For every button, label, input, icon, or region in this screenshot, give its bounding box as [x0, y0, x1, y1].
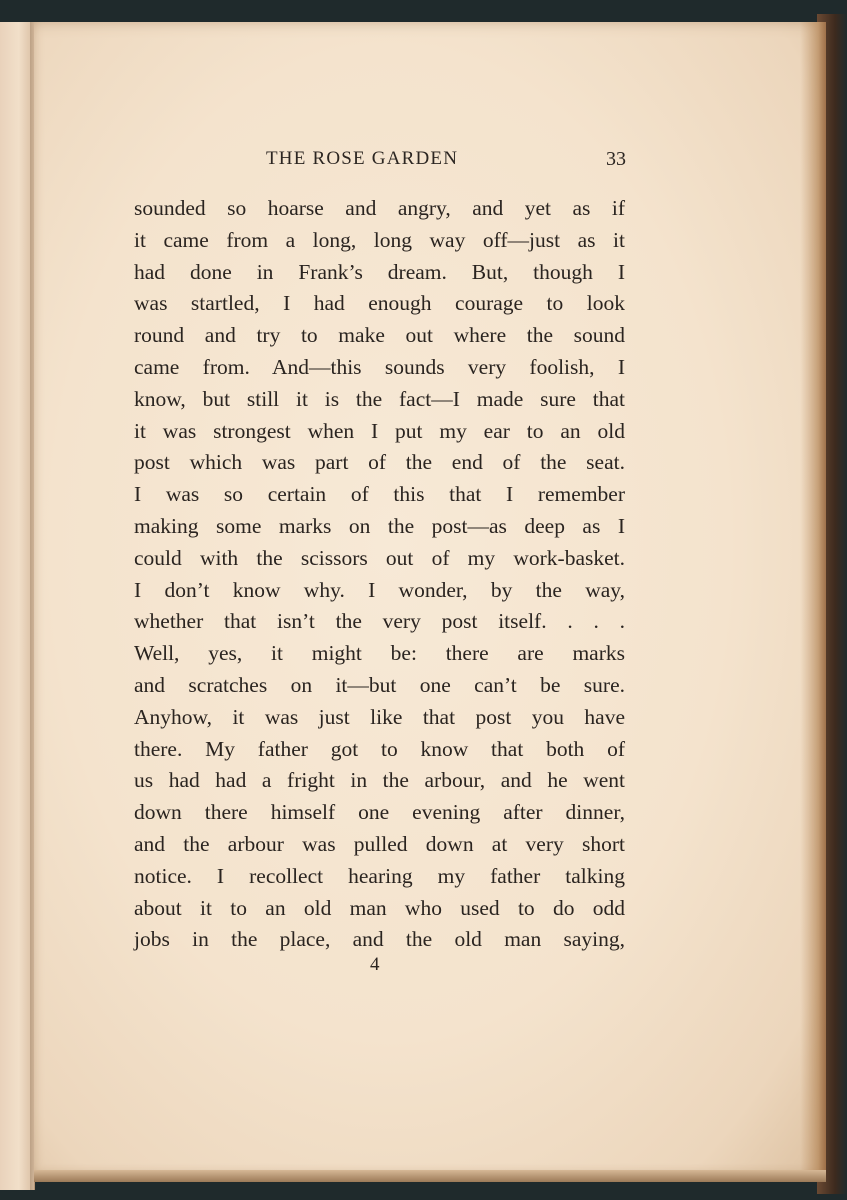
text-line: post which was part of the end of the seat. [134, 450, 625, 475]
text-line: jobs in the place, and the old man saying, [134, 927, 625, 952]
text-line: I was so certain of this that I remember [134, 482, 625, 507]
text-line: it came from a long, long way off—just as it [134, 227, 625, 252]
page-foxing [800, 22, 826, 1180]
text-line: had done in Frank’s dream. But, though I [134, 259, 625, 284]
text-line: could with the scissors out of my work-basket. [134, 545, 625, 570]
signature-mark: 4 [370, 954, 380, 975]
text-line: it was strongest when I put my ear to an old [134, 418, 625, 443]
text-line: us had had a fright in the arbour, and he went [134, 768, 625, 793]
text-line: there. My father got to know that both of [134, 736, 625, 761]
text-line: and scratches on it—but one can’t be sure. [134, 672, 625, 697]
text-line: sounded so hoarse and angry, and yet as if [134, 196, 625, 220]
text-line: making some marks on the post—as deep as I [134, 513, 625, 538]
page-bottom-edge [34, 1170, 826, 1182]
text-line: down there himself one evening after dinner, [134, 800, 625, 825]
page-number: 33 [606, 148, 626, 170]
running-head [136, 148, 626, 178]
text-line: Anyhow, it was just like that post you have [134, 704, 625, 729]
text-line: notice. I recollect hearing my father talking [134, 863, 625, 888]
text-line: Well, yes, it might be: there are marks [134, 641, 625, 666]
text-line: came from. And—this sounds very foolish, I [134, 354, 625, 379]
running-head-title: THE ROSE GARDEN [266, 148, 459, 169]
body-text [134, 193, 625, 956]
text-line: and the arbour was pulled down at very short [134, 831, 625, 856]
text-line: know, but still it is the fact—I made sure that [134, 386, 625, 411]
text-line: about it to an old man who used to do odd [134, 895, 625, 920]
text-line: round and try to make out where the sound [134, 323, 625, 348]
text-line: whether that isn’t the very post itself. . . . [134, 609, 625, 634]
text-line: I don’t know why. I wonder, by the way, [134, 577, 625, 602]
text-line: was startled, I had enough courage to look [134, 291, 625, 316]
